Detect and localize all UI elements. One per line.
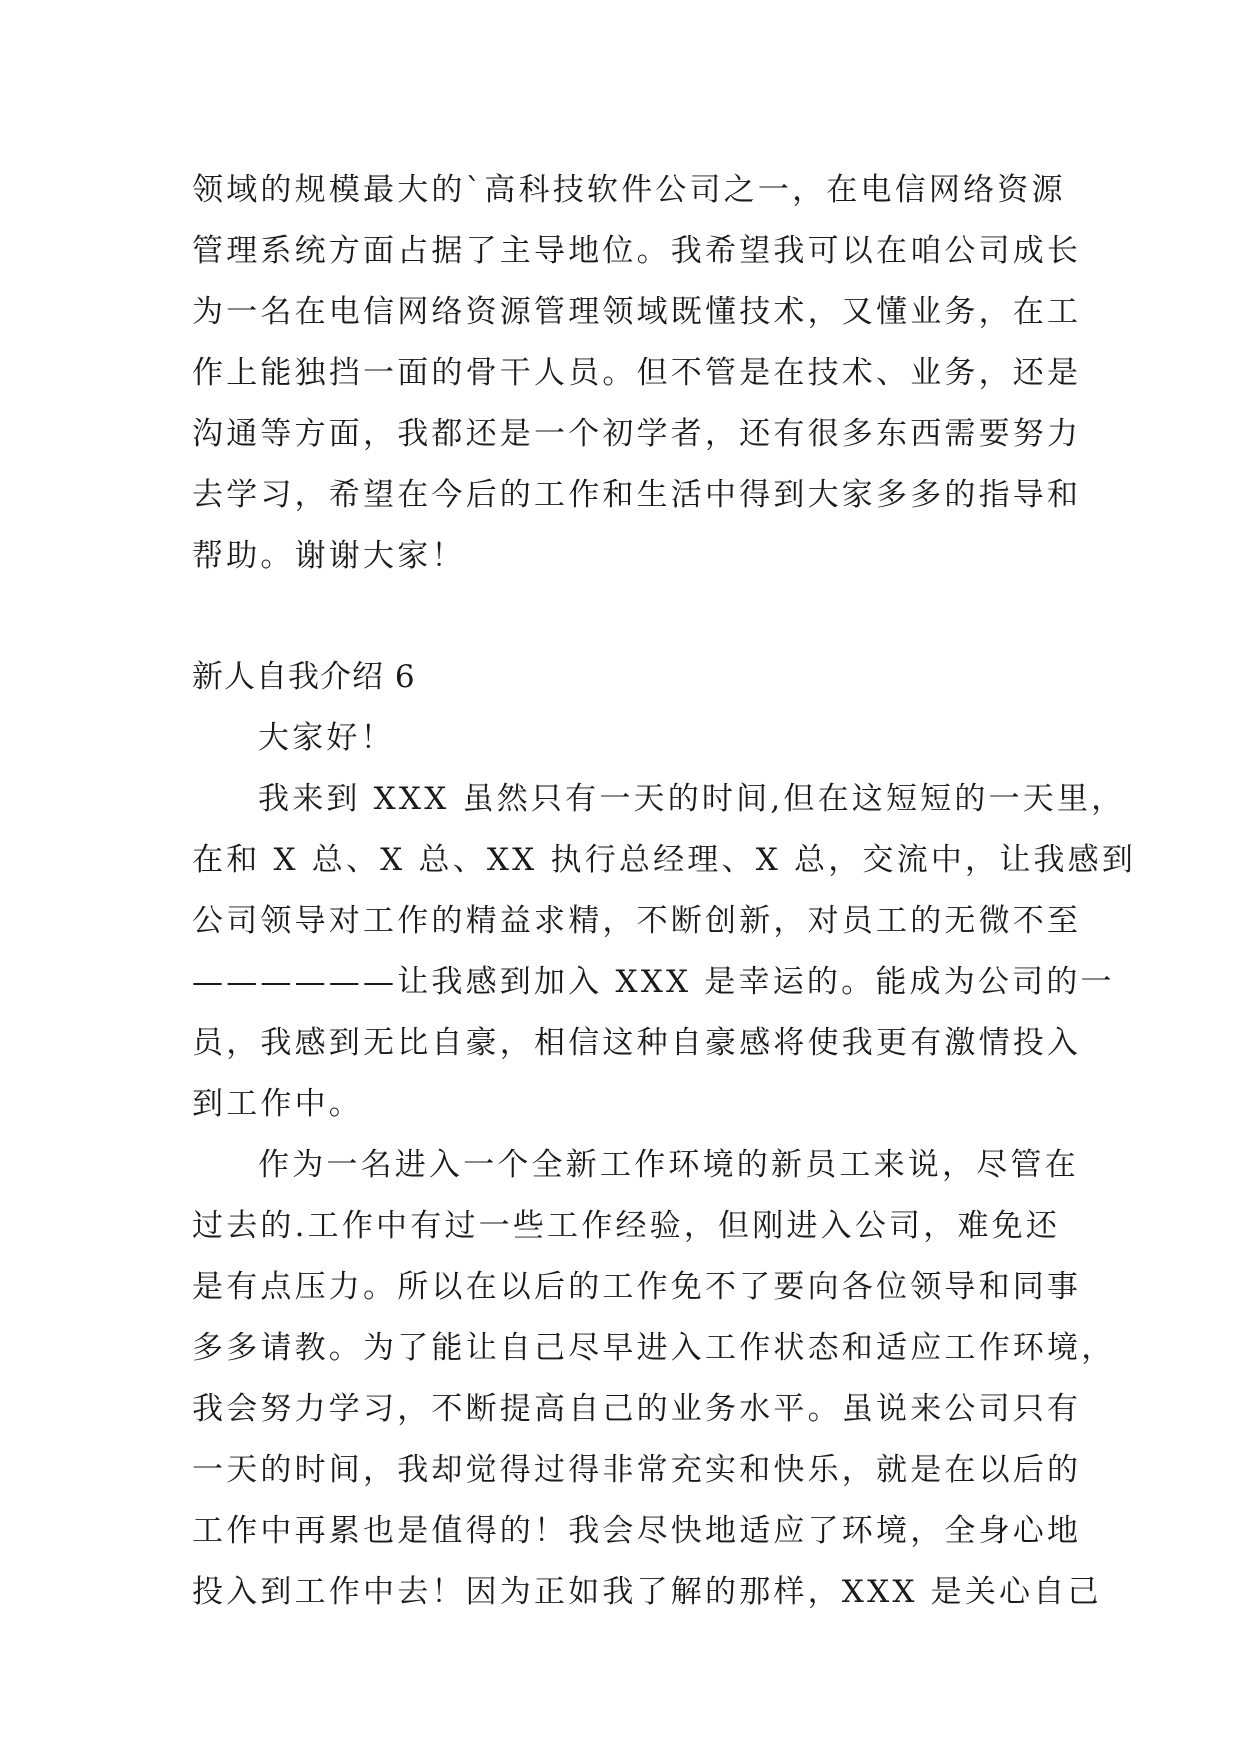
paragraph-continued bbox=[192, 160, 1082, 587]
text-line: ——————让我感到加入 XXX 是幸运的。能成为公司的一 bbox=[192, 964, 1115, 1000]
text-line: 是有点压力。所以在以后的工作免不了要向各位领导和同事 bbox=[192, 1269, 1082, 1305]
text-line: 过去的.工作中有过一些工作经验，但刚进入公司，难免还 bbox=[192, 1208, 1061, 1244]
text-line: 我会努力学习，不断提高自己的业务水平。虽说来公司只有 bbox=[192, 1391, 1082, 1427]
paragraph-2 bbox=[192, 1135, 1116, 1623]
section-title: 新人自我介绍 6 bbox=[192, 659, 416, 695]
text-line: 一天的时间，我却觉得过得非常充实和快乐，就是在以后的 bbox=[192, 1452, 1082, 1488]
text-line: 投入到工作中去！因为正如我了解的那样，XXX 是关心自己 bbox=[192, 1574, 1102, 1610]
greeting: 大家好！ bbox=[258, 720, 395, 756]
section-gap bbox=[192, 587, 1058, 647]
text-line: 沟通等方面，我都还是一个初学者，还有很多东西需要努力 bbox=[192, 416, 1082, 452]
paragraph-1 bbox=[192, 769, 1137, 1135]
text-line: 作上能独挡一面的骨干人员。但不管是在技术、业务，还是 bbox=[192, 355, 1082, 391]
text-line: 公司领导对工作的精益求精，不断创新，对员工的无微不至 bbox=[192, 903, 1082, 939]
text-line: 为一名在电信网络资源管理领域既懂技术，又懂业务，在工 bbox=[192, 294, 1082, 330]
document-page bbox=[192, 160, 1137, 1623]
text-line: 作为一名进入一个全新工作环境的新员工来说，尽管在 bbox=[258, 1147, 1079, 1183]
text-line: 在和 X 总、X 总、XX 执行总经理、X 总，交流中，让我感到 bbox=[192, 842, 1137, 878]
text-line: 领域的规模最大的`高科技软件公司之一，在电信网络资源 bbox=[192, 172, 1066, 208]
text-line: 帮助。谢谢大家！ bbox=[192, 538, 466, 574]
text-line: 去学习，希望在今后的工作和生活中得到大家多多的指导和 bbox=[192, 477, 1082, 513]
text-line: 多多请教。为了能让自己尽早进入工作状态和适应工作环境， bbox=[192, 1330, 1116, 1366]
text-line: 工作中再累也是值得的！我会尽快地适应了环境，全身心地 bbox=[192, 1513, 1082, 1549]
text-line: 我来到 XXX 虽然只有一天的时间,但在这短短的一天里， bbox=[258, 781, 1126, 817]
text-line: 员，我感到无比自豪，相信这种自豪感将使我更有激情投入 bbox=[192, 1025, 1082, 1061]
text-line: 到工作中。 bbox=[192, 1086, 363, 1122]
text-line: 管理系统方面占据了主导地位。我希望我可以在咱公司成长 bbox=[192, 233, 1082, 269]
